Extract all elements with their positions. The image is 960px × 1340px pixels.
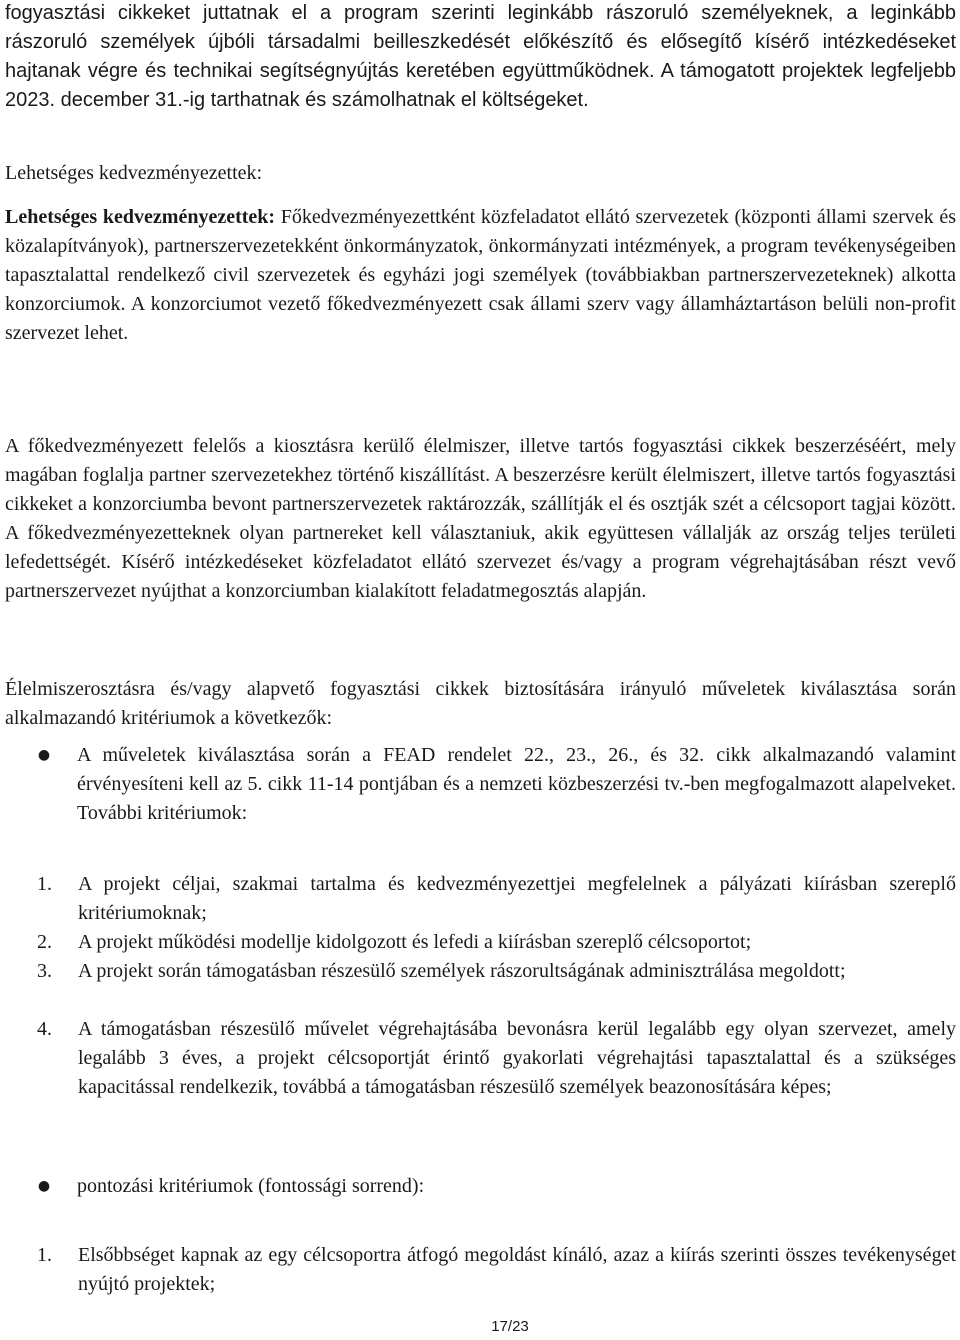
list-item-text: Elsőbbséget kapnak az egy célcsoportra átfogó megoldást kínáló, azaz a kiírás szerinti összes tevékenységet nyújtó projektek; bbox=[78, 1244, 956, 1295]
responsibility-paragraph: A főkedvezményezett felelős a kiosztásra kerülő élelmiszer, illetve tartós fogyasztási cikkek beszerzéséért, mely magában foglalja partner szervezetekhez történő kiszállítást. A beszerzésre került élelmiszert, illetve tartós fogyasztási cikkeket a konzorciumba bevont partnerszervezetek raktározzák, szállítják el és osztják szét a célcsoport tagjai között. A főkedvezményezetteknek olyan partnereket kell választaniuk, akik együttesen vállalják az ország teljes területi lefedettségét. Kísérő intézkedéseket közfeladatot ellátó szervezet és/vagy a program végrehajtásában részt vevő partnerszervezet nyújthat a konzorciumban kialakított feladatmegosztás alapján. bbox=[5, 435, 956, 602]
list-number: 1. bbox=[37, 873, 52, 895]
list-number: 2. bbox=[37, 931, 52, 953]
beneficiaries-paragraph bbox=[5, 203, 956, 348]
list-number: 3. bbox=[37, 960, 52, 982]
list-item-text: A támogatásban részesülő művelet végrehajtásába bevonásra kerül legalább egy olyan szervezet, amely legalább 3 éves, a projekt célcsoportját érintő gyakorlati végrehajtási tapasztalattal és a szükséges kapacitással rendelkezik, továbbá a támogatásban részesülő személyek beazonosítására képes; bbox=[78, 1018, 956, 1098]
intro-paragraph: fogyasztási cikkeket juttatnak el a program szerinti leginkább rászoruló személyeknek, a leginkább rászoruló személyek újbóli társadalmi beilleszkedését előkészítő és elősegítő kísérő intézkedéseket hajtanak végre és technikai segítségnyújtás keretében együttműködnek. A támogatott projektek legfeljebb 2023. december 31.-ig tarthatnak és számolhatnak el költségeket. bbox=[5, 2, 956, 111]
list-item-text: A projekt során támogatásban részesülő személyek rászorultságának adminisztrálása megoldott; bbox=[78, 960, 846, 982]
beneficiaries-text: Főkedvezményezettként közfeladatot ellátó szervezetek (központi állami szervek és közalapítványok), partnerszervezetekként önkormányzatok, önkormányzati intézmények, a program tevékenységeiben tapasztalattal rendelkező civil szervezetek és egyházi jogi személyek (továbbiakban partnerszervezeteknek) alkotta konzorciumok. A konzorciumot vezető főkedvezményezett csak állami szerv vagy államháztartáson belüli non-profit szervezet lehet. bbox=[5, 206, 956, 344]
page-number: 17/23 bbox=[491, 1318, 529, 1335]
list-item-text: A projekt működési modellje kidolgozott és lefedi a kiírásban szereplő célcsoportot; bbox=[78, 931, 752, 953]
section-heading: Lehetséges kedvezményezettek: bbox=[5, 162, 263, 184]
list-number: 4. bbox=[37, 1018, 52, 1040]
criteria-intro: Élelmiszerosztásra és/vagy alapvető fogyasztási cikkek biztosítására irányuló műveletek kiválasztása során alkalmazandó kritériumok a következők: bbox=[5, 678, 956, 729]
bullet-icon: ● bbox=[37, 747, 51, 763]
bullet-text: A műveletek kiválasztása során a FEAD rendelet 22., 23., 26., és 32. cikk alkalmazandó valamint érvényesíteni kell az 5. cikk 11-14 pontjában és a nemzeti közbeszerzési tv.-ben megfogalmazott alapelveket. További kritériumok: bbox=[77, 744, 956, 824]
bullet-icon: ● bbox=[37, 1178, 51, 1194]
list-item-text: A projekt céljai, szakmai tartalma és kedvezményezettjei megfelelnek a pályázati kiírásban szereplő kritériumoknak; bbox=[78, 873, 956, 924]
beneficiaries-label: Lehetséges kedvezményezettek: bbox=[5, 206, 276, 228]
list-number: 1. bbox=[37, 1244, 52, 1266]
bullet-text: pontozási kritériumok (fontossági sorrend): bbox=[77, 1175, 425, 1197]
